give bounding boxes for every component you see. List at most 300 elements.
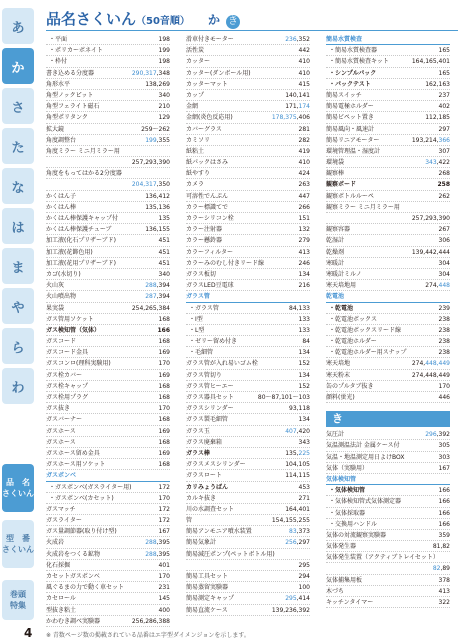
index-entry [326, 347, 450, 358]
entry-pages: 152 [298, 360, 310, 368]
entry-pages: 274,448,449 [411, 371, 450, 379]
index-entry [186, 403, 310, 414]
entry-name: ・ポリカーボネイト [49, 47, 103, 55]
index-entry [186, 303, 310, 314]
sidebar-tab-2[interactable]: さ [2, 88, 34, 124]
entry-pages: 170 [158, 494, 170, 502]
entry-name: 活性炭 [186, 47, 205, 55]
entry-pages: 165 [438, 47, 450, 55]
entry-name: 気体捕集用板 [326, 576, 363, 584]
entry-name: 気圧計 [326, 431, 345, 439]
index-entry [46, 459, 170, 470]
entry-pages: 199 [158, 47, 170, 55]
index-entry [186, 247, 310, 258]
entry-name: ガラスシリンダー [186, 405, 234, 413]
index-entry [326, 303, 450, 314]
entry-name: ガス栓用プラグ [46, 394, 89, 401]
entry-pages: 231 [158, 584, 170, 592]
index-entry [186, 325, 310, 336]
entry-pages: 415 [298, 80, 310, 88]
entry-pages: 112,185 [425, 114, 450, 122]
entry-pages-highlight: 256 [285, 539, 297, 547]
entry-name: ・L型 [189, 326, 205, 334]
entry-name: ガラス管 [186, 293, 210, 301]
index-entry [46, 291, 170, 302]
index-entry [326, 112, 450, 123]
entry-name: ガス管用ソケット [46, 315, 94, 323]
sidebar-tab-0[interactable]: あ [2, 8, 34, 44]
index-entry [186, 347, 310, 358]
entry-name: 火山噴出物 [46, 293, 77, 301]
entry-name: カバーグラス [186, 125, 222, 133]
kana-range-end: き [227, 16, 238, 27]
entry-pages: 279 [298, 237, 310, 245]
entry-pages: 238 [438, 315, 450, 323]
index-entry [326, 79, 450, 90]
entry-name: 気体発生装置（アクティブトレイセット） [326, 554, 439, 562]
index-entry [46, 303, 170, 314]
entry-pages-highlight: 174 [298, 103, 310, 111]
index-entry [326, 440, 450, 451]
entry-name: 簡易直流ケース [186, 606, 228, 614]
entry-pages: 287,394 [145, 293, 170, 301]
entry-name: 気温測温法計 金属ケース付 [326, 442, 400, 450]
entry-name: ・乾電池ボックス [329, 315, 377, 323]
index-entry [326, 224, 450, 235]
entry-name: 寒天培地用 [326, 282, 357, 290]
index-entry [326, 452, 450, 463]
index-entry [46, 135, 170, 146]
index-column-3 [326, 34, 450, 608]
sidebar-tab-8[interactable]: ら [2, 328, 34, 364]
entry-name: 観察棒 [326, 170, 345, 178]
index-entry [326, 135, 450, 146]
index-entry [186, 146, 310, 157]
index-entry [46, 79, 170, 90]
index-entry [46, 593, 170, 604]
entry-name: ガス抜き [46, 405, 71, 413]
entry-pages-highlight: 448 [438, 282, 450, 290]
index-entry [326, 381, 450, 392]
index-entry [46, 526, 170, 537]
kana-section-heading: き [326, 411, 450, 427]
entry-pages: 410 [298, 69, 310, 77]
entry-pages-highlight: 178,375 [271, 114, 297, 122]
entry-pages-highlight: 296 [425, 431, 437, 439]
entry-pages-highlight: 288 [145, 282, 157, 290]
sidebar-tab-9[interactable]: わ [2, 368, 34, 404]
index-entry [326, 213, 450, 224]
entry-name: 簡易工具セット [186, 573, 229, 580]
index-entry [186, 526, 310, 537]
entry-name: ・パックテスト [329, 80, 371, 88]
index-entry [46, 101, 170, 112]
index-entry [186, 314, 310, 325]
index-entry [326, 552, 450, 563]
index-entry [326, 258, 450, 269]
entry-name: ガスホース留め金具 [46, 449, 100, 457]
index-entry [46, 314, 170, 325]
entry-pages: 239 [438, 304, 450, 312]
index-entry [46, 582, 170, 593]
entry-pages: 442 [298, 47, 310, 55]
entry-name: 気体発生器 [326, 543, 357, 551]
entry-pages: 168 [158, 382, 170, 390]
entry-pages: 410 [298, 58, 310, 66]
entry-pages: 170 [438, 382, 450, 390]
index-entry [186, 392, 310, 403]
entry-pages-highlight: 199 [145, 136, 157, 144]
sidebar-tab-1[interactable]: か [2, 48, 34, 84]
entry-pages: 162,163 [425, 80, 450, 88]
entry-pages-highlight: 82 [432, 565, 441, 573]
entry-name: 顔料(蛍光) [326, 394, 355, 401]
entry-name: ガスライター [46, 517, 82, 525]
sidebar-tab-line: さくいん [2, 489, 34, 498]
entry-pages-highlight: 225 [298, 449, 310, 457]
entry-name: ガスバーナー [46, 416, 83, 424]
entry-name: ・気体採取器 [329, 509, 366, 517]
index-entry [186, 224, 310, 235]
index-entry [186, 179, 310, 190]
entry-pages: 169 [158, 449, 170, 457]
index-entry [326, 541, 450, 552]
entry-name: 川の水調査セット [186, 505, 235, 513]
entry-name: 角型フェライト磁石 [46, 103, 100, 111]
sidebar-tab-12[interactable] [2, 580, 34, 620]
index-entry [46, 235, 170, 246]
entry-name: ・気体検知管式気体測定器 [329, 498, 402, 506]
index-entry [326, 235, 450, 246]
entry-pages: 257,293,390 [411, 215, 450, 222]
entry-pages: 288,395 [145, 539, 170, 547]
index-entry [326, 370, 450, 381]
entry-name: 角型ノックピット [46, 91, 94, 99]
entry-pages: 172 [158, 517, 170, 525]
entry-name: 簡易アンモニア噴水装置 [186, 528, 252, 536]
entry-pages: 178,375,406 [271, 114, 310, 122]
entry-name: ガスホース用ソケット [46, 461, 106, 469]
entry-name: ガスマッチ [46, 505, 76, 513]
entry-name: カリみょうばん [186, 483, 229, 491]
entry-name: ガラス管切り [186, 371, 222, 379]
entry-name: ガラスロート [186, 472, 222, 480]
entry-name: 火成岩をつくる鉱物 [46, 550, 101, 558]
entry-pages: 135 [158, 215, 170, 222]
entry-name: 木づち [326, 587, 345, 595]
entry-pages: 294 [298, 573, 310, 580]
index-entry [326, 191, 450, 202]
entry-pages: 140,141 [285, 91, 310, 99]
entry-name: ・乾電池ホルダー用スナップ [329, 349, 407, 357]
index-entry [46, 124, 170, 135]
index-entry [186, 157, 310, 168]
entry-name: カップ [186, 91, 204, 99]
entry-pages-highlight: 343 [425, 159, 437, 167]
entry-pages: 169 [158, 371, 170, 379]
entry-name: 金網 [186, 103, 199, 111]
entry-pages: 274,448,449 [411, 360, 450, 368]
entry-pages: 262 [438, 192, 450, 200]
index-entry [186, 258, 310, 269]
sidebar-tab-10[interactable] [2, 464, 34, 512]
entry-pages: 152 [298, 382, 310, 390]
index-entry [186, 34, 310, 45]
index-entry [326, 56, 450, 67]
entry-pages: 83,373 [289, 528, 310, 536]
entry-pages: 340 [158, 91, 170, 99]
entry-name: 可溶性でんぷん [186, 192, 229, 200]
entry-pages: 246 [298, 259, 310, 267]
entry-name: ・平面 [49, 36, 68, 43]
entry-pages: 257,293,390 [131, 159, 170, 167]
entry-pages-highlight: 295 [285, 595, 297, 603]
entry-pages: 282 [298, 136, 310, 144]
index-entry [326, 336, 450, 347]
index-entry [46, 179, 170, 190]
index-entry [46, 482, 170, 493]
entry-pages: 303 [438, 453, 450, 461]
footer-note: ※ 青数ページ数の掲載されている品番はエ字型ダイメンジョンを示します。 [46, 632, 250, 639]
entry-name: ガラス玉 [186, 427, 210, 435]
entry-pages: 93,118 [289, 405, 310, 413]
entry-pages-highlight: 290,317 [131, 69, 157, 77]
entry-pages: 199,355 [145, 136, 170, 144]
index-entry [326, 124, 450, 135]
sidebar-tab-7[interactable]: や [2, 288, 34, 324]
index-entry [326, 314, 450, 325]
entry-pages-highlight: 288 [145, 550, 157, 558]
entry-name: カラー懸鈴器 [186, 237, 223, 245]
entry-name: 環境管理温・湿度計 [326, 147, 381, 155]
index-entry [46, 269, 170, 280]
entry-pages: 258 [437, 181, 450, 189]
entry-name: 気体（実験用） [326, 464, 369, 472]
entry-name: 紙やすり [186, 170, 211, 178]
entry-pages: 164,165,401 [411, 58, 450, 66]
entry-pages: 295,414 [285, 595, 310, 603]
index-entry [326, 68, 450, 79]
entry-name: 乾湿計 [326, 237, 345, 245]
entry-pages: 167 [158, 528, 170, 536]
index-entry [186, 470, 310, 481]
sidebar-tab-3[interactable]: た [2, 128, 34, 164]
index-entry [326, 586, 450, 597]
index-entry [46, 426, 170, 437]
entry-name: カセロール [46, 595, 76, 603]
entry-name: かくはん子 [46, 192, 77, 200]
entry-name: ・乾電池 [329, 304, 354, 312]
entry-pages: 263 [298, 181, 310, 189]
entry-name: 簡易ビペット置き [326, 114, 374, 122]
entry-pages: 193,214,366 [411, 136, 450, 144]
sidebar-tab-4[interactable]: な [2, 168, 34, 204]
index-entry [326, 146, 450, 157]
entry-name: 角度ミラー ミニ月ミラー用 [46, 147, 120, 155]
entry-name: 簡易減圧ポンプ(ペットボトル用) [186, 550, 275, 558]
entry-pages: 343 [298, 438, 310, 446]
entry-pages: 259～262 [141, 125, 170, 133]
entry-pages: 134 [298, 270, 310, 278]
entry-pages: 133 [298, 315, 310, 323]
index-entry [46, 68, 170, 79]
index-category [326, 34, 450, 45]
entry-name: カミソリ [186, 136, 211, 144]
entry-pages: 172 [158, 483, 170, 491]
entry-name: ガラス製毛細管 [186, 416, 228, 424]
index-entry [46, 224, 170, 235]
entry-pages: 305 [438, 442, 450, 450]
index-entry [326, 247, 450, 258]
entry-pages: 256,286,388 [131, 617, 170, 625]
entry-name: ガラス器具セット [186, 394, 234, 401]
entry-pages: 290,317,348 [131, 69, 170, 77]
entry-name: 簡易風向・風速計 [326, 125, 375, 133]
index-entry [326, 90, 450, 101]
entry-pages: 401 [158, 561, 170, 569]
entry-name: 観察ボトルルーペ [326, 192, 374, 200]
index-entry [326, 392, 450, 403]
index-entry [46, 213, 170, 224]
entry-name: 観察ボード [326, 181, 357, 189]
entry-name: ガスボンベ [46, 472, 77, 480]
index-entry [46, 146, 170, 157]
entry-name: 簡易気象計 [186, 539, 217, 547]
index-entry [326, 45, 450, 56]
entry-pages: 297 [438, 125, 450, 133]
entry-pages: 168 [158, 394, 170, 401]
entry-pages: 210 [158, 103, 170, 111]
index-entry [326, 496, 450, 507]
entry-name: ガス栓カバー [46, 371, 83, 379]
entry-name: 寒暖計ミルノ [326, 270, 362, 278]
entry-pages: 256,297 [285, 539, 310, 547]
entry-name: 環境袋 [326, 159, 345, 167]
sidebar-tab-line: 型 番 [6, 534, 30, 543]
entry-pages: 84 [302, 338, 310, 346]
entry-pages: 168 [158, 438, 170, 446]
section-gap [326, 403, 450, 411]
entry-name: 簡易測定キャップ [186, 595, 235, 603]
entry-name: 観察ミラー ミニ月ミラー用 [326, 203, 400, 211]
entry-pages: 170 [158, 573, 170, 580]
entry-name: カッターマット [186, 80, 228, 88]
entry-pages: 139,442,444 [411, 248, 450, 256]
entry-pages-highlight: 236 [285, 36, 297, 43]
index-entry [46, 392, 170, 403]
entry-pages: 166 [438, 520, 450, 528]
entry-pages: 136,412 [145, 192, 170, 200]
index-entry [46, 336, 170, 347]
entry-name: 角形水平 [46, 80, 71, 88]
entry-pages: 413 [438, 587, 450, 595]
entry-name: カッター [186, 58, 210, 66]
index-entry [46, 437, 170, 448]
index-entry [46, 347, 170, 358]
index-category [326, 474, 450, 485]
sidebar-tab-5[interactable]: は [2, 208, 34, 244]
index-entry [186, 191, 310, 202]
index-entry [326, 157, 450, 168]
entry-pages: 133 [298, 326, 310, 334]
index-entry [186, 68, 310, 79]
entry-name: 乾燥剤 [326, 248, 345, 256]
entry-name: キッチンタイマー [326, 599, 374, 606]
sidebar-tab-6[interactable]: ま [2, 248, 34, 284]
entry-pages: 295 [298, 561, 310, 569]
entry-pages: 204,317,350 [131, 181, 170, 189]
index-entry [186, 213, 310, 224]
entry-name: 化石採掘 [46, 561, 71, 569]
entry-pages: 166 [438, 498, 450, 506]
index-entry [46, 448, 170, 459]
entry-pages: 359 [438, 531, 450, 539]
index-entry [46, 493, 170, 504]
entry-name: カッター(ダンボール用) [186, 69, 251, 77]
entry-name: ・ガスボンベ(カセット) [49, 494, 114, 502]
entry-pages: 271 [298, 494, 310, 502]
entry-name: カラーフィルター [186, 248, 233, 256]
index-entry [186, 135, 310, 146]
sidebar-tab-11[interactable] [2, 520, 34, 568]
sidebar-tab-line: さくいん [2, 545, 34, 554]
entry-pages: 447 [298, 192, 310, 200]
entry-name: かわむき調べ実験器 [46, 617, 101, 625]
page-header [46, 8, 240, 30]
index-entry [46, 112, 170, 123]
entry-pages: 446 [438, 394, 450, 401]
entry-name: カラー注射器 [186, 226, 223, 234]
index-entry [186, 414, 310, 425]
index-entry [46, 504, 170, 515]
entry-name: ・乾電池ホルダー [329, 338, 377, 346]
entry-name: ・ガラス管 [189, 304, 219, 312]
entry-name: カルキ抜き [186, 494, 217, 502]
index-entry [46, 280, 170, 291]
entry-name: ガス栓キャップ [46, 382, 89, 390]
index-entry [46, 560, 170, 571]
entry-pages: 413 [298, 248, 310, 256]
index-entry [186, 426, 310, 437]
entry-pages: 82,89 [432, 565, 450, 573]
index-entry [326, 597, 450, 608]
index-entry [186, 448, 310, 459]
index-entry [46, 202, 170, 213]
entry-pages: 274,448 [425, 282, 450, 290]
entry-name: 拡大鏡 [46, 125, 65, 133]
entry-pages: 343,422 [425, 159, 450, 167]
entry-pages: 281 [298, 125, 310, 133]
entry-name: ・枠付 [49, 58, 68, 66]
entry-name: 加工液(化石プリザーブド) [46, 237, 117, 245]
entry-name: カラーみのむし付きリード線 [186, 259, 265, 267]
index-entry [46, 325, 170, 336]
entry-pages: 322 [438, 599, 450, 606]
entry-pages: 168 [158, 461, 170, 469]
entry-pages: 216 [298, 282, 310, 290]
entry-pages: 237 [438, 91, 450, 99]
index-entry [186, 202, 310, 213]
entry-pages: 154,155,255 [271, 517, 310, 525]
index-entry [186, 168, 310, 179]
entry-pages: 135,225 [285, 449, 310, 457]
entry-pages: 198 [158, 58, 170, 66]
index-column-1 [46, 34, 170, 627]
index-entry [186, 370, 310, 381]
entry-name: ガスコード [46, 338, 77, 346]
entry-name: ガス量調節器(取り付け型) [46, 528, 117, 536]
entry-name: ・ゼリー留め付き [189, 338, 238, 346]
